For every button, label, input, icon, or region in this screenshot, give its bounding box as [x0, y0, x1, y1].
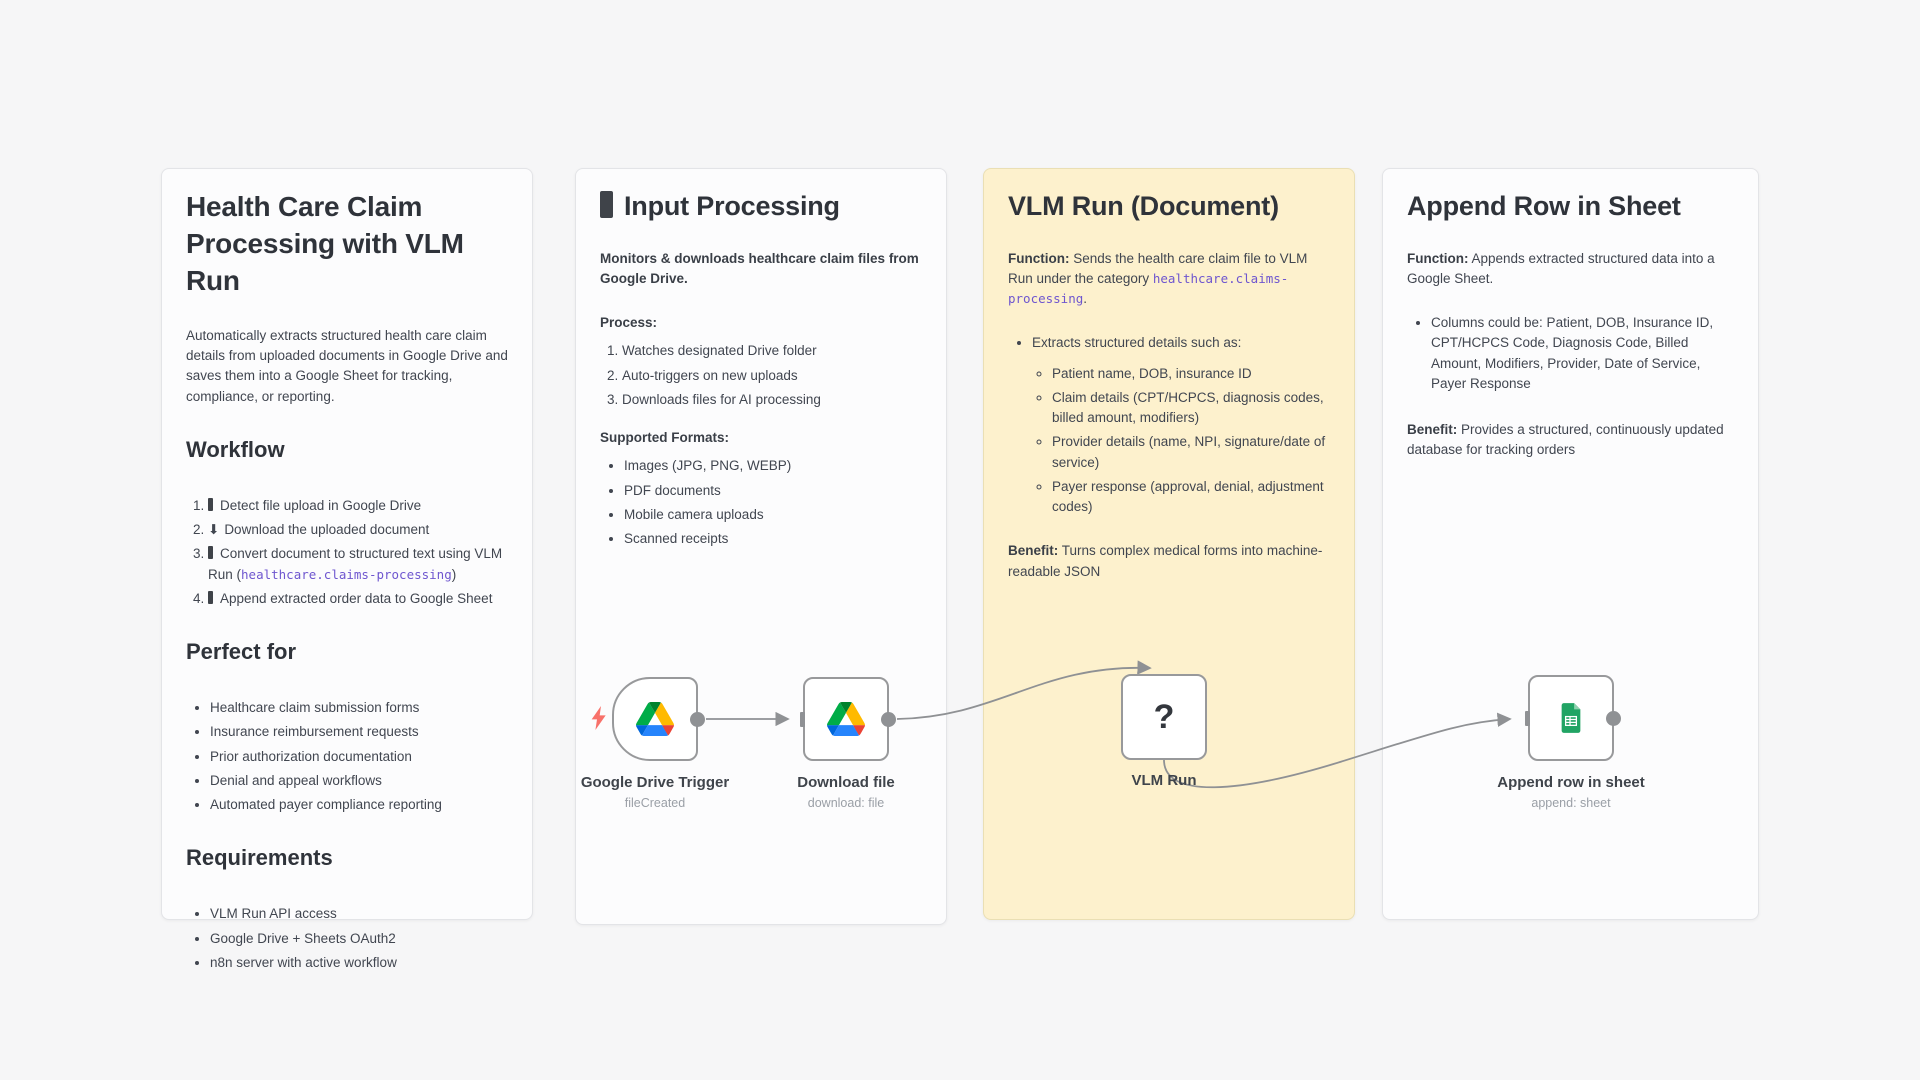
sticky-note-input-processing[interactable]: [575, 168, 947, 925]
google-drive-icon: [827, 702, 865, 736]
list-item: ◦ Payer response (approval, denial, adjustment codes): [1052, 477, 1330, 518]
output-port[interactable]: [1606, 711, 1621, 726]
question-mark-icon: ?: [1153, 697, 1175, 736]
function-paragraph: Function: Appends extracted structured data into a Google Sheet.: [1407, 250, 1715, 286]
list-item: • VLM Run API access: [210, 904, 508, 924]
list-item: • Denial and appeal workflows: [210, 771, 508, 791]
note-title: Input Processing: [600, 189, 922, 225]
input-port[interactable]: [1525, 711, 1530, 726]
note-subtitle: Monitors & downloads healthcare claim files from Google Drive.: [600, 250, 919, 286]
list-item: ◦ Provider details (name, NPI, signature/date of service): [1052, 432, 1330, 473]
output-port[interactable]: [881, 712, 896, 727]
process-label: Process:: [600, 315, 658, 331]
node-vlm-run[interactable]: [1121, 674, 1207, 760]
list-item: • Healthcare claim submission forms: [210, 698, 508, 718]
formats-label: Supported Formats:: [600, 430, 730, 446]
function-paragraph: Function: Sends the health care claim file to VLM Run under the category healthcare.claims-processing.: [1008, 250, 1308, 307]
note-title: Health Care Claim Processing with VLM Run: [186, 191, 464, 296]
workflow-steps: [186, 496, 508, 609]
category-code: healthcare.claims-processing: [241, 566, 452, 582]
benefit-paragraph: Benefit: Turns complex medical forms into machine-readable JSON: [1008, 543, 1323, 579]
node-google-drive-trigger[interactable]: [612, 677, 698, 761]
formats-list: [600, 456, 922, 549]
missing-emoji-icon: [208, 591, 213, 604]
detail-list: [1030, 364, 1330, 518]
process-steps: [600, 341, 922, 410]
perfect-for-list: [186, 698, 508, 815]
down-arrow-icon: ⬇: [208, 522, 220, 538]
benefit-paragraph: Benefit: Provides a structured, continuously updated database for tracking orders: [1407, 422, 1724, 458]
workflow-step: 2. ⬇ Download the uploaded document: [208, 520, 508, 540]
node-label: VLM Run: [1131, 772, 1197, 789]
missing-emoji-icon: [600, 191, 613, 218]
output-port[interactable]: [690, 712, 705, 727]
missing-emoji-icon: [208, 546, 213, 559]
list-item: • Insurance reimbursement requests: [210, 722, 508, 742]
node-sublabel: append: sheet: [1531, 796, 1611, 810]
note-intro: Automatically extracts structured health care claim details from uploaded documents in Google Drive and saves them into a Google Sheet for tracking, compliance, or reporting.: [186, 327, 508, 404]
requirements-list: [186, 904, 508, 973]
list-item: ◦ Claim details (CPT/HCPCS, diagnosis codes, billed amount, modifiers): [1052, 388, 1330, 429]
list-item: • Google Drive + Sheets OAuth2: [210, 929, 508, 949]
node-label: Google Drive Trigger: [580, 774, 730, 791]
list-item: 3. Downloads files for AI processing: [622, 390, 922, 410]
note-title: Append Row in Sheet: [1407, 191, 1681, 221]
list-item: • Images (JPG, PNG, WEBP): [624, 456, 922, 476]
list-item: • Mobile camera uploads: [624, 505, 922, 525]
node-label: Append row in sheet: [1497, 774, 1645, 791]
list-item: • Prior authorization documentation: [210, 747, 508, 767]
node-sublabel: download: file: [807, 796, 885, 810]
list-item: 1. Watches designated Drive folder: [622, 341, 922, 361]
columns-list: [1407, 313, 1734, 394]
node-sublabel: fileCreated: [624, 796, 686, 810]
node-download-file[interactable]: [803, 677, 889, 761]
workflow-step: 1. Detect file upload in Google Drive: [208, 496, 508, 516]
category-code: healthcare.claims-processing: [1008, 270, 1289, 307]
node-append-row[interactable]: [1528, 675, 1614, 761]
node-label: Download file: [797, 774, 895, 791]
list-item: • Scanned receipts: [624, 529, 922, 549]
sticky-note-vlm-run[interactable]: [983, 168, 1355, 920]
list-item: 2. Auto-triggers on new uploads: [622, 366, 922, 386]
list-item: • n8n server with active workflow: [210, 953, 508, 973]
note-title: VLM Run (Document): [1008, 191, 1279, 221]
missing-emoji-icon: [208, 498, 213, 511]
perfect-for-heading: Perfect for: [186, 639, 297, 665]
extract-list: [1008, 333, 1330, 353]
trigger-bolt-icon: [590, 706, 608, 730]
list-item: • Extracts structured details such as:: [1032, 333, 1330, 353]
list-item: • Columns could be: Patient, DOB, Insurance ID, CPT/HCPCS Code, Diagnosis Code, Billed Amount, Modifiers, Provider, Date of Service, Payer Response: [1431, 313, 1734, 394]
requirements-heading: Requirements: [186, 845, 333, 871]
workflow-heading: Workflow: [186, 436, 285, 462]
google-drive-icon: [636, 702, 674, 736]
workflow-step: 4. Append extracted order data to Google Sheet: [208, 589, 508, 609]
list-item: ◦ Patient name, DOB, insurance ID: [1052, 364, 1330, 384]
google-sheets-icon: [1554, 701, 1588, 735]
list-item: • Automated payer compliance reporting: [210, 795, 508, 815]
sticky-note-overview[interactable]: [161, 168, 533, 970]
input-port[interactable]: [800, 712, 805, 727]
list-item: • PDF documents: [624, 481, 922, 501]
workflow-step: 3. Convert document to structured text using VLM Run (healthcare.claims-processing): [208, 544, 508, 585]
